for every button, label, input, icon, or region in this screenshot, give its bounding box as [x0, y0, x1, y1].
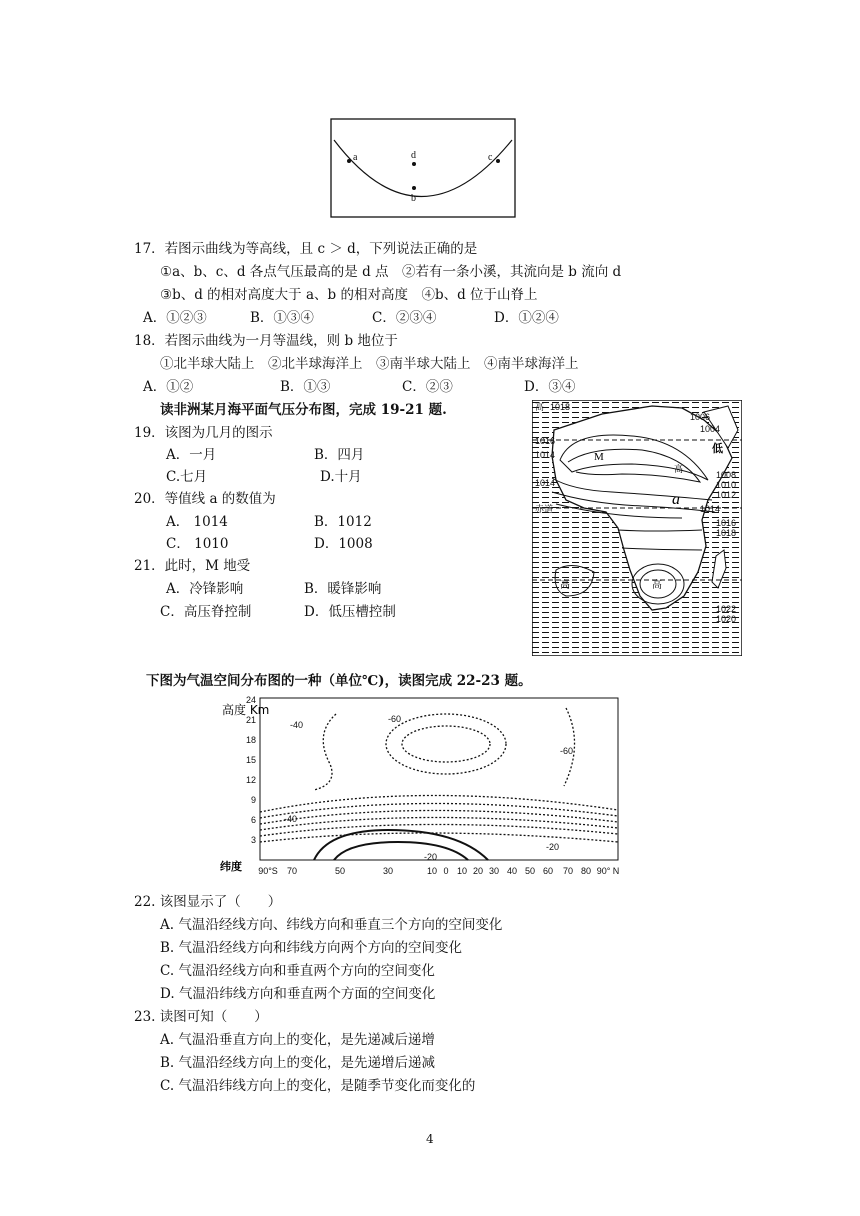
q21-stem: 21．此时，M 地受 [134, 558, 251, 574]
q20-option-c[interactable]: C． 1010 [166, 536, 229, 552]
map-label-m: M [594, 451, 604, 463]
x-tick-label: 50 [524, 866, 536, 876]
q22-option-d[interactable]: D. 气温沿纬线方向和垂直两个方面的空间变化 [160, 986, 436, 1002]
label-d: d [411, 150, 416, 161]
contour-label-2: -60 [388, 714, 402, 724]
y-tick-label: 15 [245, 755, 256, 765]
isobar-1020: 1020 [716, 614, 737, 624]
y-tick-label: 21 [245, 715, 256, 725]
isobar-1006: 1006 [690, 412, 711, 422]
isobar-1018-nw: 1018 [550, 402, 571, 412]
label-a: a [353, 152, 358, 163]
x-tick-label: 70 [286, 866, 298, 876]
map-label-high-sw: 高 [560, 580, 570, 591]
y-tick-label: 6 [250, 815, 256, 825]
isobar-1010: 1010 [716, 480, 737, 490]
temperature-contour-chart [218, 694, 626, 882]
q19-option-a[interactable]: A．一月 [166, 447, 217, 463]
contour-label-1: -40 [290, 720, 304, 730]
contour-curve-figure [330, 118, 516, 218]
isobar-1014-w2: 1014 [535, 478, 556, 488]
q18-option-a[interactable]: A．①② [143, 379, 194, 395]
contour-label-5: -20 [546, 842, 560, 852]
q23-option-b[interactable]: B. 气温沿经线方向上的变化，是先递增后递减 [160, 1055, 436, 1071]
q17-statements-2: ③b、d 的相对高度大于 a、b 的相对高度 ④b、d 位于山脊上 [160, 287, 538, 303]
q21-option-c[interactable]: C．高压脊控制 [160, 604, 252, 620]
q23-option-a[interactable]: A. 气温沿垂直方向上的变化，是先递减后递增 [160, 1032, 435, 1048]
q19-stem: 19．该图为几月的图示 [134, 425, 273, 441]
x-tick-label: 40 [506, 866, 518, 876]
q18-stem: 18．若图示曲线为一月等温线，则 b 地位于 [134, 333, 398, 349]
isobar-1018-e: 1018 [716, 528, 737, 538]
map-label-high-nw: 高 [535, 402, 545, 412]
point-a [347, 159, 351, 163]
q21-option-d[interactable]: D．低压槽控制 [304, 604, 396, 620]
q20-stem: 20．等值线 a 的数值为 [134, 491, 276, 507]
x-tick-label: 0 [443, 866, 449, 876]
q19-option-b[interactable]: B．四月 [314, 447, 365, 463]
isobar-1016-w: 1016 [535, 436, 556, 446]
q17-option-a[interactable]: A．①②③ [143, 310, 207, 326]
y-tick-label: 9 [250, 795, 256, 805]
q17-stem: 17．若图示曲线为等高线，且 c ＞ d，下列说法正确的是 [134, 241, 478, 257]
q21-option-a[interactable]: A．冷锋影响 [166, 581, 244, 597]
x-tick-label: 20 [472, 866, 484, 876]
q18-option-c[interactable]: C．②③ [402, 379, 453, 395]
q22-option-b[interactable]: B. 气温沿经线方向和纬线方向两个方向的空间变化 [160, 940, 463, 956]
y-tick-label: 18 [245, 735, 256, 745]
x-tick-label: 10 [426, 866, 438, 876]
point-b [412, 186, 416, 190]
q20-option-a[interactable]: A． 1014 [166, 514, 228, 530]
y-tick-label: 24 [245, 695, 256, 705]
q22-option-a[interactable]: A. 气温沿经线方向、纬线方向和垂直三个方向的空间变化 [160, 917, 503, 933]
x-tick-label: 80 [580, 866, 592, 876]
africa-pressure-map [532, 400, 742, 656]
q18-statements: ①北半球大陆上 ②北半球海洋上 ③南半球大陆上 ④南半球海洋上 [160, 356, 579, 372]
x-tick-label: 30 [488, 866, 500, 876]
contour-label-4: -40 [284, 814, 298, 824]
q17-statements-1: ①a、b、c、d 各点气压最高的是 d 点 ②若有一条小溪，其流向是 b 流向 d [160, 264, 622, 280]
section-intro-19-21: 读非洲某月海平面气压分布图，完成 19-21 题. [160, 402, 447, 418]
y-tick-label: 12 [245, 775, 256, 785]
contour-label-3: -60 [560, 746, 574, 756]
q17-option-c[interactable]: C．②③④ [372, 310, 437, 326]
isobar-1008: 1008 [716, 470, 737, 480]
map-label-high-se: 高 [652, 580, 662, 591]
y-tick-label: 3 [250, 835, 256, 845]
q20-option-d[interactable]: D．1008 [314, 536, 373, 552]
isobar-1014-e: 1014 [700, 504, 721, 514]
q20-option-b[interactable]: B．1012 [314, 514, 372, 530]
label-c: c [488, 152, 493, 163]
q19-option-c[interactable]: C.七月 [166, 469, 208, 485]
y-axis-label: 高度 Km [222, 703, 270, 717]
q23-stem: 23. 读图可知（ ） [134, 1009, 268, 1025]
q17-option-b[interactable]: B．①③④ [250, 310, 314, 326]
q23-option-c[interactable]: C. 气温沿纬线方向上的变化，是随季节变化而变化的 [160, 1078, 476, 1094]
isobar-1012: 1012 [716, 490, 737, 500]
x-tick-label: 30 [382, 866, 394, 876]
isobar-1014-w: 1014 [535, 450, 556, 460]
q22-option-c[interactable]: C. 气温沿经线方向和垂直两个方向的空间变化 [160, 963, 435, 979]
x-tick-label: 90°S [258, 866, 278, 876]
point-d [412, 162, 416, 166]
map-label-low: 低 [712, 442, 723, 455]
x-tick-label: 70 [562, 866, 574, 876]
x-tick-label: 50 [334, 866, 346, 876]
isobar-1016-e: 1016 [716, 518, 737, 528]
x-tick-label: 10 [456, 866, 468, 876]
map-label-a: a [672, 491, 680, 508]
q17-option-d[interactable]: D．①②④ [494, 310, 559, 326]
section-intro-22-23: 下图为气温空间分布图的一种（单位℃)，读图完成 22-23 题。 [146, 673, 532, 689]
x-tick-label: 90° N [596, 866, 620, 876]
page-number: 4 [426, 1132, 434, 1146]
isobar-1022: 1022 [716, 604, 737, 614]
x-tick-label: 60 [542, 866, 554, 876]
q18-option-b[interactable]: B．①③ [280, 379, 331, 395]
isobar-1004: 1004 [700, 424, 721, 434]
point-c [496, 159, 500, 163]
q21-option-b[interactable]: B．暖锋影响 [304, 581, 382, 597]
contour-label-6: -20 [424, 852, 438, 862]
q18-option-d[interactable]: D．③④ [524, 379, 576, 395]
q22-stem: 22. 该图显示了（ ） [134, 894, 282, 910]
q19-option-d[interactable]: D.十月 [320, 469, 362, 485]
x-axis-label: 纬度 [220, 860, 242, 873]
equator-label: 赤道 [535, 504, 554, 514]
label-b: b [411, 193, 416, 204]
map-label-high-mid: 高 [674, 465, 684, 475]
